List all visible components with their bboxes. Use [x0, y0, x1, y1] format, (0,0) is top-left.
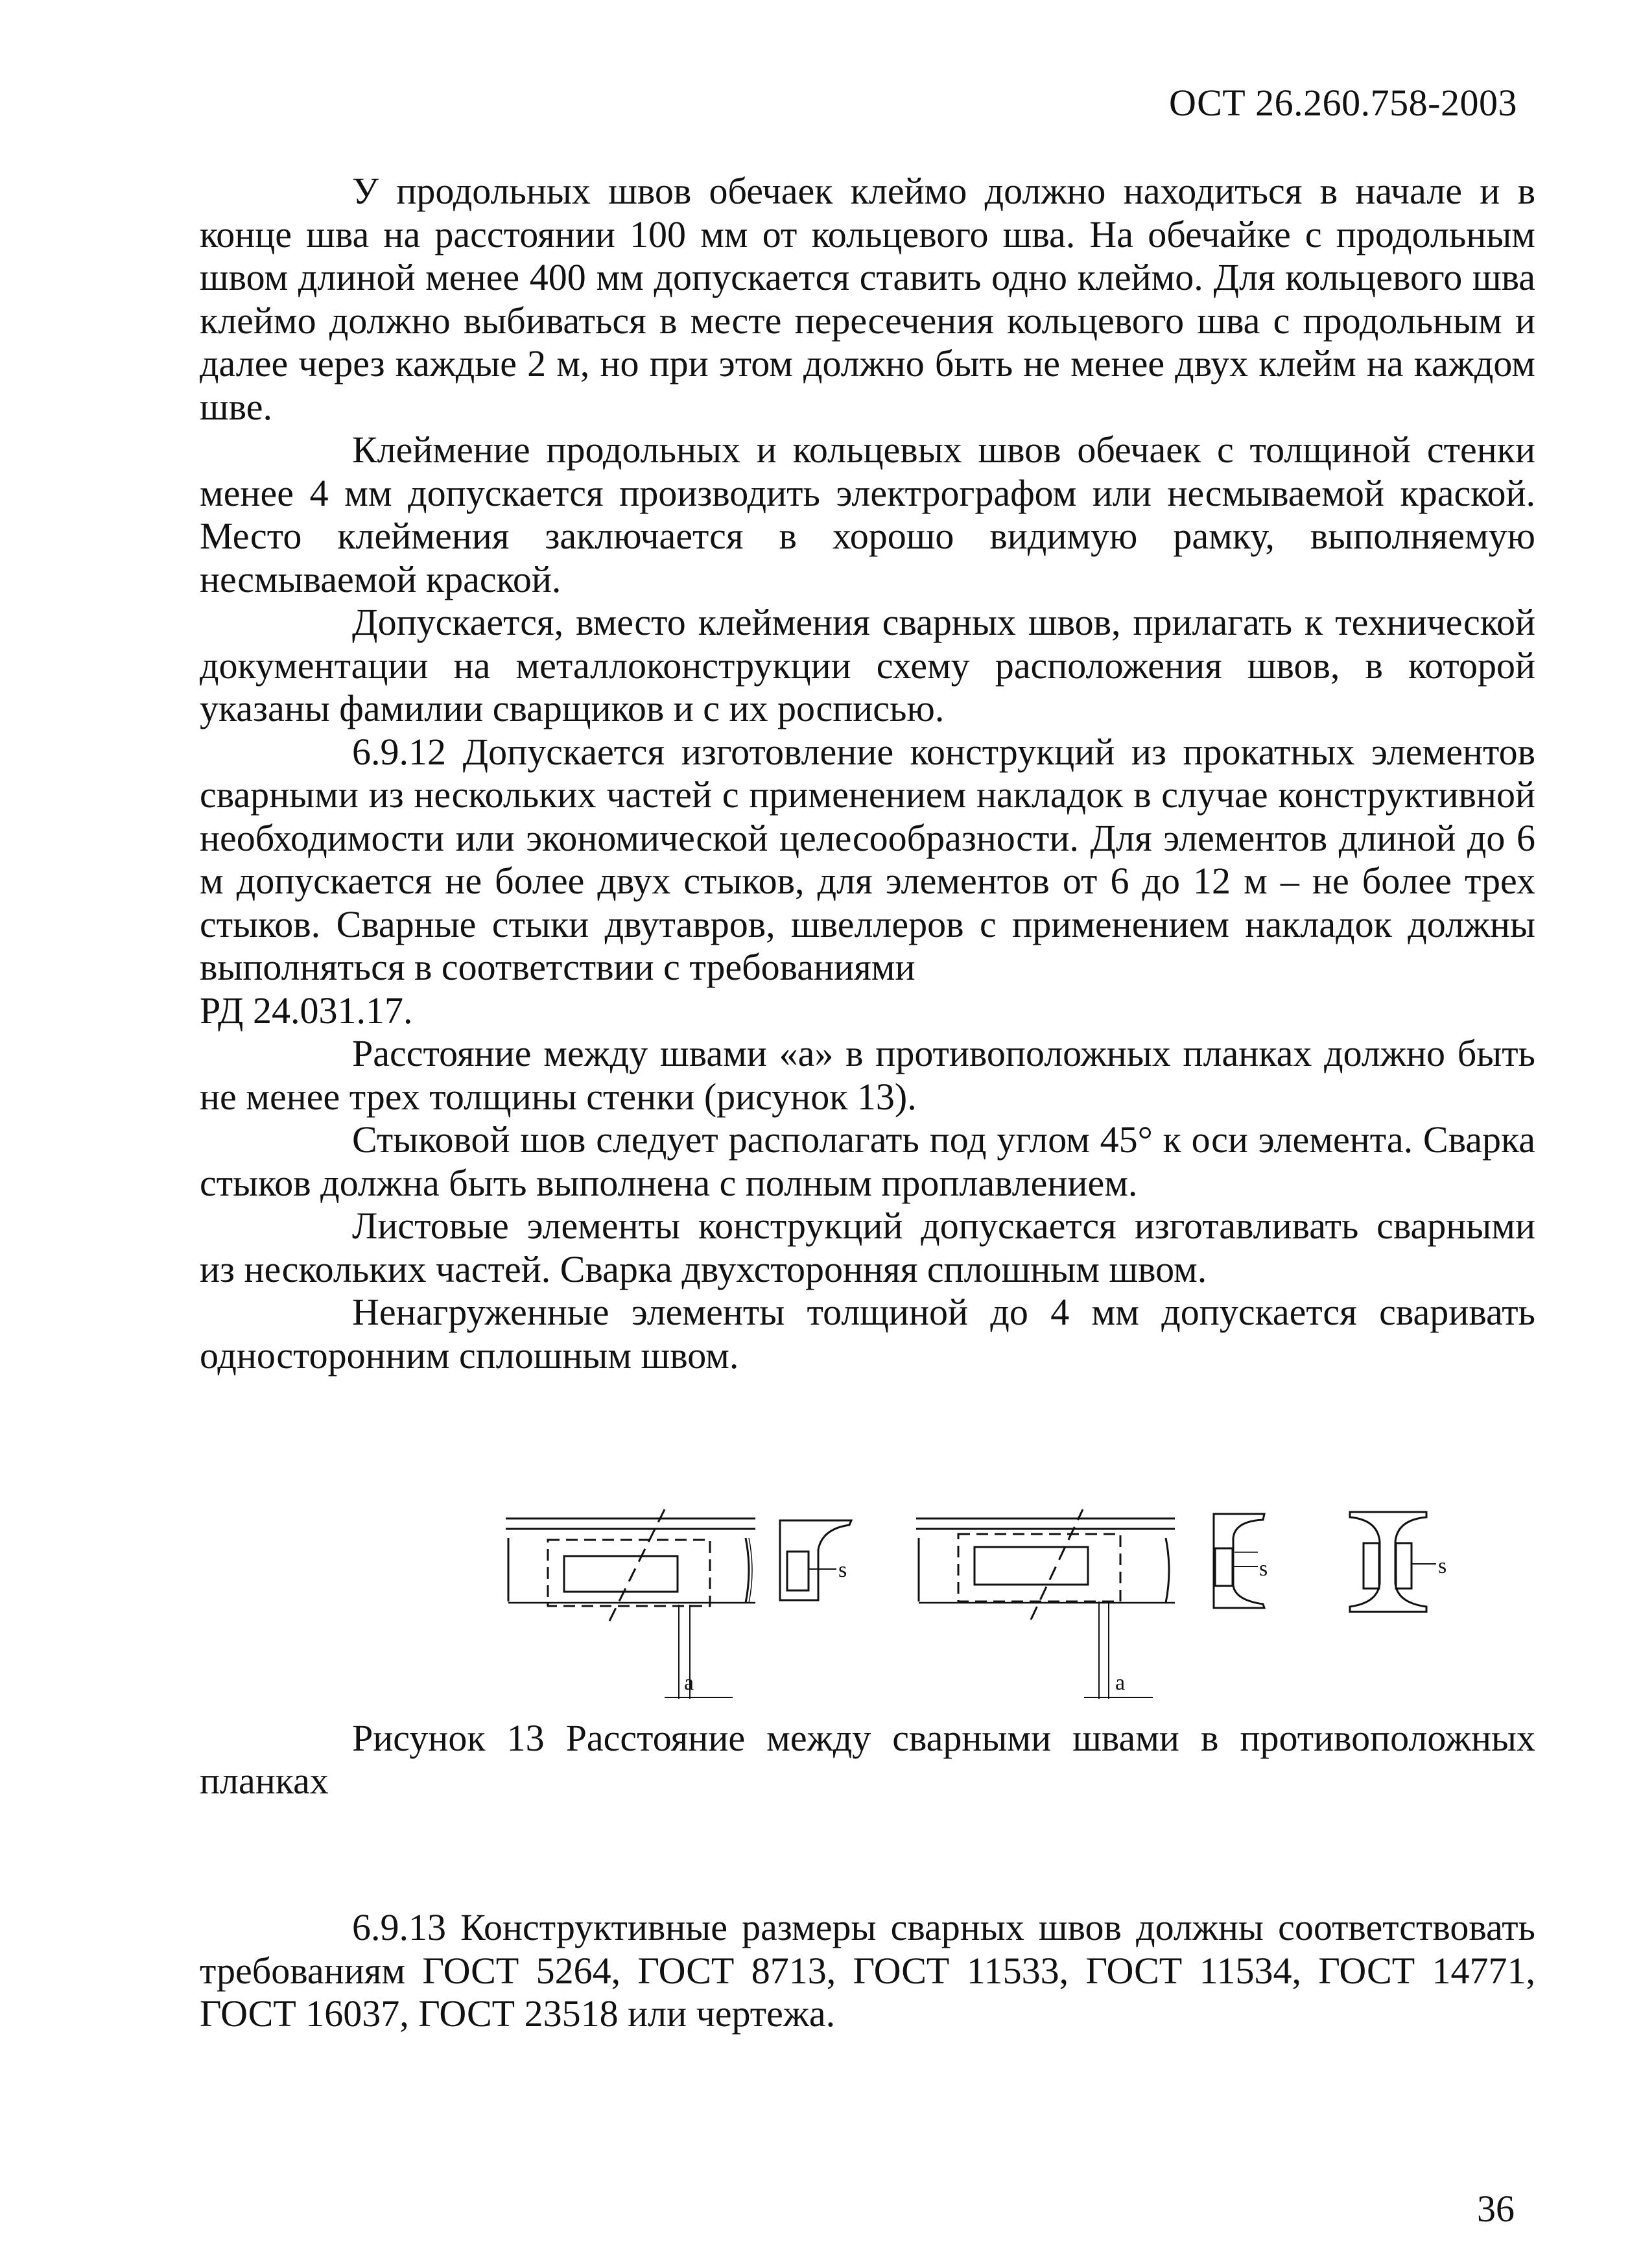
figure-13-weld-spacing-drawing: [499, 1491, 1459, 1715]
dimension-s-channel: s: [1259, 1557, 1268, 1581]
i-beam-section: [1350, 1512, 1436, 1612]
channel-section: [1214, 1514, 1264, 1608]
paragraph-rd-reference: РД 24.031.17.: [200, 989, 413, 1032]
section-6-9-13: [200, 1906, 1535, 2036]
body-text: [200, 170, 1535, 1377]
paragraph-sheet-elements: Листовые элементы конструкций допускается изготавливать сварными из нескольких частей. Сварка двухсторонняя сплошным швом.: [200, 1205, 1535, 1290]
figure-caption-text: Рисунок 13 Расстояние между сварными швами в противоположных планках: [200, 1717, 1535, 1802]
paragraph-seam-distance: Расстояние между швами «а» в противоположных планках должно быть не менее трех толщины стенки (рисунок 13).: [200, 1032, 1535, 1118]
dimension-a-left: a: [684, 1671, 694, 1695]
page-number: 36: [1477, 2188, 1515, 2230]
paragraph-stamp-location: У продольных швов обечаек клеймо должно находиться в начале и в конце шва на расстоянии 100 мм от кольцевого шва. На обечайке с продольным швом длиной менее 400 мм допускается ставить одно клеймо. Для кольцевого шва клеймо должно выбиваться в месте пересечения кольцевого шва с продольным и далее через каждые 2 м, но при этом должно быть не менее двух клейм на каждом шве.: [200, 170, 1535, 428]
paragraph-welder-scheme: Допускается, вместо клеймения сварных швов, прилагать к технической документации на металлоконструкции схему расположения швов, в которой указаны фамилии сварщиков и с их росписью.: [200, 601, 1535, 729]
paragraph-butt-weld: Стыковой шов следует располагать под углом 45° к оси элемента. Сварка стыков должна быть выполнена с полным проплавлением.: [200, 1118, 1535, 1204]
paragraph-unloaded-elements: Ненагруженные элементы толщиной до 4 мм допускается сваривать односторонним сплошным швом.: [200, 1291, 1535, 1376]
middle-plate-drawing: [916, 1509, 1175, 1699]
left-plate-drawing: [506, 1509, 755, 1699]
dimension-s-angle: s: [838, 1558, 847, 1582]
section-6-9-13-text: 6.9.13 Конструктивные размеры сварных швов должны соответствовать требованиям ГОСТ 5264, ГОСТ 8713, ГОСТ 11533, ГОСТ 11534, ГОСТ 14771, ГОСТ 16037, ГОСТ 23518 или чертежа.: [200, 1906, 1535, 2035]
paragraph-thin-wall-marking: Клеймение продольных и кольцевых швов обечаек с толщиной стенки менее 4 мм допускается производить электрографом или несмываемой краской. Место клеймения заключается в хорошо видимую рамку, выполняемую несмываемой краской.: [200, 429, 1535, 600]
figure-caption: [200, 1717, 1535, 1802]
dimension-a-right: a: [1115, 1671, 1126, 1695]
paragraph-6-9-12: 6.9.12 Допускается изготовление конструкций из прокатных элементов сварными из нескольких частей с применением накладок в случае конструктивной необходимости или экономической целесообразности. Для элементов длиной до 6 м допускается не более двух стыков, для элементов от 6 до 12 м – не более трех стыков. Сварные стыки двутавров, швеллеров с применением накладок должны выполняться в соответствии с требованиями: [200, 730, 1535, 988]
dimension-s-i-beam: s: [1438, 1554, 1447, 1578]
document-code: ОСТ 26.260.758-2003: [1168, 82, 1517, 124]
